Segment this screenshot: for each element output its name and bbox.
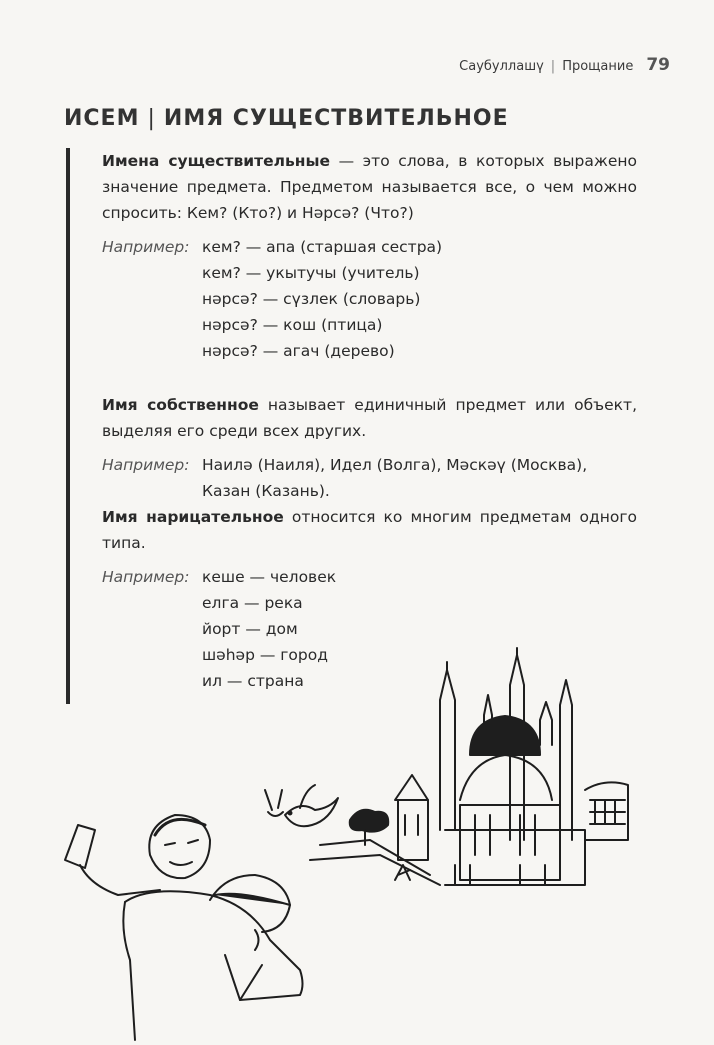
example-label: Например: (102, 238, 190, 256)
example-line: кем? — апа (старшая сестра) (202, 238, 443, 256)
example-line: кем? — укытучы (учитель) (202, 264, 420, 282)
term-proper-noun: Имя собственное (102, 396, 259, 414)
section-title-separator: | (147, 106, 156, 131)
example-line: ил — страна (202, 672, 304, 690)
bird-drawing (285, 785, 338, 826)
definition-proper-noun (102, 392, 637, 444)
chapter-title-russian: Прощание (562, 59, 634, 74)
section-title (64, 106, 509, 131)
peace-hand-drawing (265, 790, 283, 816)
running-header (459, 55, 670, 75)
chapter-title-tatar: Саубуллашү (459, 59, 544, 74)
building-drawing (585, 782, 628, 840)
example-line: елга — река (202, 594, 303, 612)
definition-common-nouns (102, 148, 637, 226)
phone-drawing (65, 825, 95, 868)
section-title-russian: ИМЯ СУЩЕСТВИТЕЛЬНОЕ (163, 106, 509, 131)
example-line: шәһәр — город (202, 646, 328, 664)
example-line: нәрсә? — агач (дерево) (202, 342, 395, 360)
people-selfie-drawing (65, 815, 303, 1040)
example-block-1 (102, 234, 637, 364)
example-line: кеше — человек (202, 568, 337, 586)
definition-text: относится ко многим предметам одного типа. (102, 508, 637, 552)
example-line: йорт — дом (202, 620, 298, 638)
grammar-content (102, 148, 637, 694)
kazan-selfie-illustration (0, 640, 714, 1045)
header-separator: | (550, 59, 556, 74)
definition-text: называет единичный предмет или объект, выделяя его среди всех других. (102, 396, 637, 440)
term-nouns: Имена существительные (102, 152, 331, 170)
example-line: Казан (Казань). (202, 482, 330, 500)
term-common-noun: Имя нарицательное (102, 508, 284, 526)
definition-text: — это слова, в которых выражено значение предмета. Предметом называется все, о чем можно спросить: Кем? (Кто?) и Нәрсә? (Что?) (102, 152, 637, 222)
definition-common-noun (102, 504, 637, 556)
example-line: нәрсә? — кош (птица) (202, 316, 383, 334)
example-label: Например: (102, 568, 190, 586)
example-block-2 (102, 452, 637, 504)
mosque-drawing (440, 648, 585, 885)
example-label: Например: (102, 456, 190, 474)
left-margin-rule (66, 148, 70, 704)
page-number: 79 (646, 55, 670, 75)
section-title-tatar: ИСЕМ (64, 106, 140, 131)
example-line: Наилә (Наиля), Идел (Волга), Мәскәү (Москва), (202, 456, 588, 474)
example-line: нәрсә? — сүзлек (словарь) (202, 290, 421, 308)
